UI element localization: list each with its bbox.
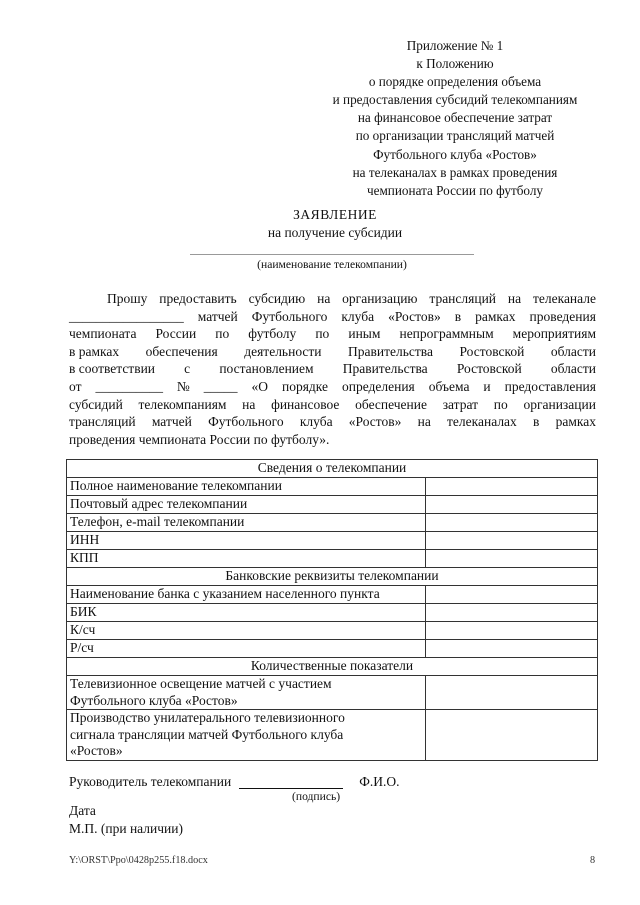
appendix-line: на телеканалах в рамках проведения — [352, 164, 558, 180]
row-label: ИНН — [67, 532, 426, 550]
paragraph-line — [69, 413, 596, 431]
title-heading: ЗАЯВЛЕНИЕ — [293, 207, 377, 222]
paragraph-line — [69, 360, 596, 378]
paragraph-line — [69, 396, 596, 414]
paragraph-word: трансляций — [429, 291, 497, 306]
paragraph-word: мероприятиям — [512, 326, 596, 342]
row-label — [67, 710, 426, 761]
paragraph-word: Ростовской — [456, 361, 522, 377]
appendix-header — [300, 37, 610, 200]
paragraph-line — [69, 343, 596, 361]
row-label: Р/сч — [67, 640, 426, 658]
head-label: Руководитель телекомпании — [69, 774, 232, 789]
section-header-row — [67, 658, 598, 676]
paragraph-word: клуба — [299, 414, 333, 430]
paragraph-word: по — [493, 396, 508, 412]
paragraph-word: порядке — [281, 378, 328, 394]
row-label: Почтовый адрес телекомпании — [67, 496, 426, 514]
row-value-field[interactable] — [426, 478, 598, 496]
appendix-line: на финансовое обеспечение затрат — [357, 110, 553, 126]
appendix-line: Футбольного клуба «Ростов» — [373, 146, 537, 162]
paragraph-line — [69, 325, 596, 343]
stamp-label: М.П. (при наличии) — [69, 821, 183, 836]
paragraph-word: субсидий — [69, 396, 123, 412]
row-label: Телефон, e-mail телекомпании — [67, 514, 426, 532]
paragraph-word: «Ростов» — [388, 308, 441, 324]
section-title: Количественные показатели — [67, 658, 598, 676]
table-row — [67, 514, 598, 532]
paragraph-word: по — [315, 326, 330, 342]
paragraph-word: организацию — [342, 291, 418, 306]
paragraph-line — [69, 378, 596, 396]
paragraph-word: определения — [341, 378, 415, 394]
paragraph-word: непрограммным — [399, 326, 494, 342]
paragraph-word: по — [215, 326, 230, 342]
paragraph-word: рамках — [475, 308, 516, 324]
row-value-field[interactable] — [426, 586, 598, 604]
signature-blank — [239, 788, 343, 789]
row-value-field[interactable] — [426, 514, 598, 532]
paragraph-word: на — [417, 414, 431, 430]
paragraph-word: телекомпаниям — [138, 396, 227, 412]
table-row — [67, 550, 598, 568]
paragraph-word: России — [155, 326, 197, 342]
paragraph-word: № — [176, 378, 190, 394]
paragraph-word: Футбольного — [208, 414, 284, 430]
row-value-field[interactable] — [426, 640, 598, 658]
paragraph-word: трансляций — [69, 414, 136, 430]
row-label: КПП — [67, 550, 426, 568]
appendix-line: о порядке определения объема — [368, 74, 542, 90]
row-value-field[interactable] — [426, 676, 598, 710]
table-row — [67, 496, 598, 514]
paragraph-word: предоставить — [159, 291, 237, 306]
paragraph-word: _____ — [203, 378, 238, 394]
table-row — [67, 478, 598, 496]
row-label-line: сигнала трансляции матчей Футбольного клуба — [70, 726, 344, 742]
paragraph-word: на — [242, 396, 256, 412]
document-title — [170, 206, 500, 242]
paragraph-word: предоставления — [504, 378, 596, 394]
paragraph-word: организации — [523, 396, 596, 412]
paragraph-word: постановлением — [219, 361, 314, 377]
appendix-line: Приложение № 1 — [406, 38, 504, 53]
footer-file-path: Y:\ORST\Ppo\0428p255.f18.docx — [69, 855, 208, 866]
paragraph-word: области — [550, 343, 596, 359]
paragraph-word: обеспечения — [145, 343, 218, 359]
row-value-field[interactable] — [426, 496, 598, 514]
row-value-field[interactable] — [426, 532, 598, 550]
appendix-line: и предоставления субсидий телекомпаниям — [332, 92, 578, 108]
row-label-line: Футбольного клуба «Ростов» — [70, 692, 238, 708]
paragraph-word: Футбольного — [251, 308, 328, 324]
section-header-row — [67, 568, 598, 586]
paragraph-word: в рамках — [69, 343, 120, 359]
title-subheading: на получение субсидии — [267, 225, 403, 240]
paragraph-line — [69, 431, 596, 449]
appendix-line: чемпионата России по футболу — [366, 182, 544, 198]
paragraph-word: телеканале — [532, 291, 596, 306]
appendix-line: по организации трансляций матчей — [355, 128, 555, 144]
row-value-field[interactable] — [426, 622, 598, 640]
row-label — [67, 676, 426, 710]
row-label-line: Производство унилатерального телевизионного — [70, 710, 345, 725]
signature-line — [69, 773, 569, 791]
paragraph-word: финансовое — [271, 396, 340, 412]
paragraph-word: «О — [251, 378, 268, 394]
appendix-line: к Положению — [416, 56, 494, 72]
paragraph-word: проведения — [529, 308, 596, 324]
row-label-line: Телевизионное освещение матчей с участием — [70, 676, 332, 691]
paragraph-line — [69, 308, 596, 326]
table-row — [67, 586, 598, 604]
paragraph-word: матчей — [151, 414, 192, 430]
table-row — [67, 640, 598, 658]
paragraph-word: Прошу — [107, 291, 148, 306]
name-label: Ф.И.О. — [359, 774, 400, 789]
paragraph-word: на — [317, 291, 331, 306]
paragraph-word: Правительства — [348, 343, 433, 359]
company-name-line — [190, 254, 474, 255]
row-label: Полное наименование телекомпании — [67, 478, 426, 496]
section-header-row — [67, 460, 598, 478]
section-title: Сведения о телекомпании — [67, 460, 598, 478]
paragraph-word: с — [184, 361, 191, 377]
paragraph-word: в — [533, 414, 540, 430]
paragraph-word: обеспечение — [355, 396, 427, 412]
row-value-field[interactable] — [426, 710, 598, 761]
paragraph-word: от — [69, 378, 82, 394]
paragraph-word: Правительства — [342, 361, 428, 377]
company-name-caption: (наименование телекомпании) — [257, 258, 407, 271]
section-title: Банковские реквизиты телекомпании — [67, 568, 598, 586]
request-paragraph — [69, 290, 596, 448]
paragraph-word: Ростовской — [459, 343, 525, 359]
table-row — [67, 532, 598, 550]
date-label: Дата — [69, 803, 96, 818]
row-value-field[interactable] — [426, 550, 598, 568]
table-row — [67, 622, 598, 640]
paragraph-word: затрат — [442, 396, 479, 412]
paragraph-word: объема — [428, 378, 470, 394]
paragraph-word: и — [483, 378, 491, 394]
paragraph-word: рамках — [555, 414, 596, 430]
paragraph-word: деятельности — [244, 343, 322, 359]
table-row — [67, 604, 598, 622]
row-label: Наименование банка с указанием населенного пункта — [67, 586, 426, 604]
paragraph-word: в — [454, 308, 462, 324]
table-row — [67, 676, 598, 710]
paragraph-word: «Ростов» — [348, 414, 402, 430]
paragraph-word: субсидию — [248, 291, 306, 306]
paragraph-word: в соответствии — [69, 361, 156, 377]
paragraph-word: клуба — [341, 308, 375, 324]
company-info-table — [66, 459, 598, 761]
paragraph-word: телеканалах — [447, 414, 517, 430]
paragraph-word: чемпионата — [69, 326, 137, 342]
paragraph-word: на — [507, 291, 522, 306]
paragraph-word: области — [550, 361, 596, 377]
footer-page-number: 8 — [590, 855, 596, 866]
table-row — [67, 710, 598, 761]
row-label: К/сч — [67, 622, 426, 640]
paragraph-word: _________________ — [69, 308, 184, 324]
paragraph-word: матчей — [197, 308, 238, 324]
signature-caption: (подпись) — [292, 790, 341, 803]
paragraph-word: футболу — [248, 326, 297, 342]
row-value-field[interactable] — [426, 604, 598, 622]
row-label-line: «Ростов» — [70, 743, 123, 758]
paragraph-line — [69, 290, 596, 308]
paragraph-word: __________ — [95, 378, 163, 394]
row-label: БИК — [67, 604, 426, 622]
paragraph-word: проведения чемпионата России по футболу». — [69, 431, 330, 447]
paragraph-word: иным — [348, 326, 381, 342]
